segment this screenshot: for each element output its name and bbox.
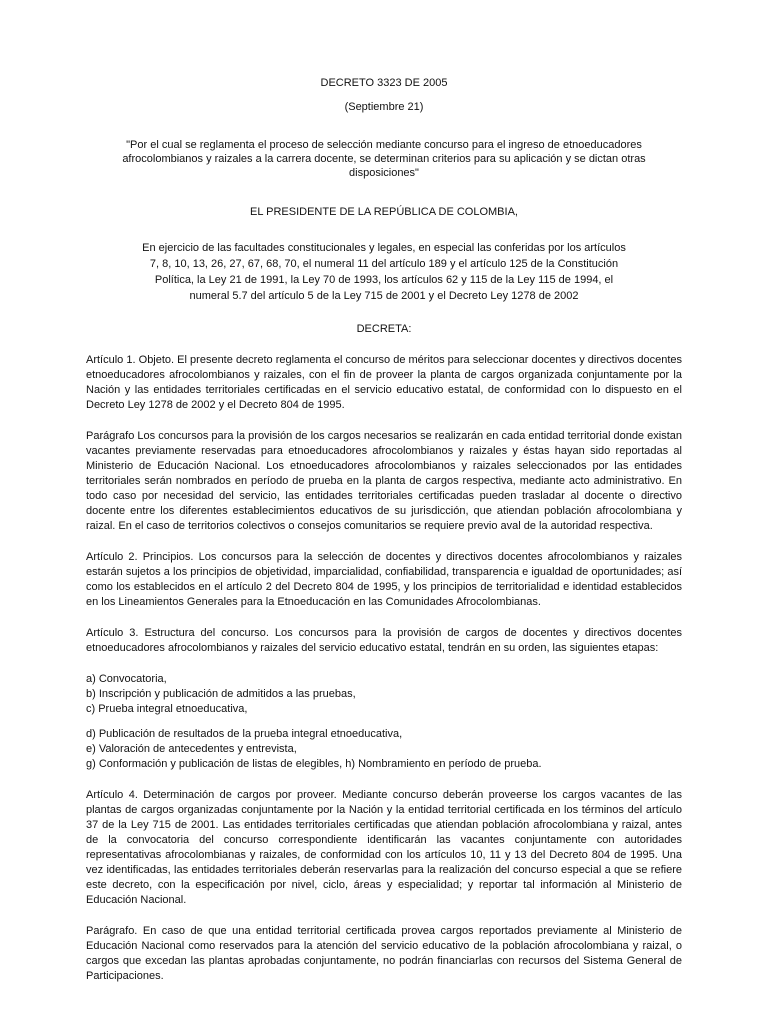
article-1: Artículo 1. Objeto. El presente decreto reglamenta el concurso de méritos para seleccionar docentes y directivos docentes etnoeducadores afrocolombianos y raizales, con el fin de proveer la planta de cargos organizada conjuntamente por la Nación y las entidades territoriales certificadas en el servicio educativo estatal, de conformidad con lo dispuesto en el Decreto Ley 1278 de 2002 y el Decreto 804 de 1995. (86, 354, 682, 411)
list-item: c) Prueba integral etnoeducativa, (86, 703, 248, 715)
article-3: Artículo 3. Estructura del concurso. Los concursos para la provisión de cargos de docentes y directivos docentes etnoeducadores afrocolombianos y raizales del servicio educativo estatal, tendrán en su orden, las siguientes etapas: (86, 627, 682, 654)
decree-summary: "Por el cual se reglamenta el proceso de selección mediante concurso para el ingreso de etnoeducadores afrocolombianos y raizales a la carrera docente, se determinan criterios para su aplicación y se dictan otras disposiciones" (122, 139, 646, 179)
decreta-heading: DECRETA: (356, 323, 412, 335)
faculties-paragraph: En ejercicio de las facultades constitucionales y legales, en especial las conferidas por los artículos 7, 8, 10, 13, 26, 27, 67, 68, 70, el numeral 11 del artículo 189 y el artículo 125 de la Constitución Política, la Ley 21 de 1991, la Ley 70 de 1993, los artículos 62 y 115 de la Ley 115 de 1994, el numeral 5.7 del artículo 5 de la Ley 715 de 2001 y el Decreto Ley 1278 de 2002 (142, 242, 626, 302)
decree-date: (Septiembre 21) (344, 101, 424, 113)
president-heading: EL PRESIDENTE DE LA REPÚBLICA DE COLOMBIA, (250, 206, 518, 218)
list-item: a) Convocatoria, (86, 673, 167, 685)
article-2: Artículo 2. Principios. Los concursos para la selección de docentes y directivos docentes afrocolombianos y raizales estarán sujetos a los principios de objetividad, imparcialidad, confiabilidad, transparencia e igualdad de oportunidades; así como los establecidos en el artículo 2 del Decreto 804 de 1995, y los principios de territorialidad e identidad establecidos en los Lineamientos Generales para la Etnoeducación en las Comunidades Afrocolombianas. (86, 551, 682, 608)
article-1-paragraph: Parágrafo Los concursos para la provisión de los cargos necesarios se realizarán en cada entidad territorial donde existan vacantes previamente reservadas para etnoeducadores afrocolombianos y raizales y éstas hayan sido reportadas al Ministerio de Educación Nacional. Los etnoeducadores afrocolombianos y raizales seleccionados por las entidades territoriales serán nombrados en período de prueba en la planta de cargos respectiva, mediante acto administrativo. En todo caso por necesidad del servicio, las entidades territoriales certificadas pueden trasladar al docente o directivo docente entre los diferentes establecimientos educativos de su jurisdicción, que atiendan población afrocolombiana y raizal. En el caso de territorios colectivos o consejos comunitarios se requiere previo aval de la autoridad respectiva. (86, 430, 682, 532)
stages-list-2 (86, 727, 682, 772)
list-item: b) Inscripción y publicación de admitidos a las pruebas, (86, 688, 356, 700)
article-4-paragraph: Parágrafo. En caso de que una entidad territorial certificada provea cargos reportados previamente al Ministerio de Educación Nacional como reservados para la atención del servicio educativo de la población afrocolombiana y raizal, o cargos que excedan las plantas aprobadas conjuntamente, no podrán financiarlas con recursos del Sistema General de Participaciones. (86, 925, 682, 982)
decree-title: DECRETO 3323 DE 2005 (320, 77, 448, 89)
list-item: g) Conformación y publicación de listas de elegibles, h) Nombramiento en período de prueba. (86, 758, 542, 770)
list-item: d) Publicación de resultados de la prueba integral etnoeducativa, (86, 728, 403, 740)
stages-list-1 (86, 672, 682, 717)
list-item: e) Valoración de antecedentes y entrevista, (86, 743, 297, 755)
article-4: Artículo 4. Determinación de cargos por proveer. Mediante concurso deberán proveerse los cargos vacantes de las plantas de cargos organizadas conjuntamente por la Nación y la entidad territorial certificada en los términos del artículo 37 de la Ley 715 de 2001. Las entidades territoriales certificadas que atiendan población afrocolombiana y raizal, antes de la convocatoria del concurso correspondiente identificarán las vacantes conjuntamente con autoridades representativas afrocolombianas y raizales, de conformidad con los artículos 10, 11 y 13 del Decreto 804 de 1995. Una vez identificadas, las entidades territoriales deberán reservarlas para la realización del concurso especial a que se refiere este decreto, con la especificación por nivel, ciclo, áreas y especialidad; y reportar tal información al Ministerio de Educación Nacional. (86, 789, 682, 906)
